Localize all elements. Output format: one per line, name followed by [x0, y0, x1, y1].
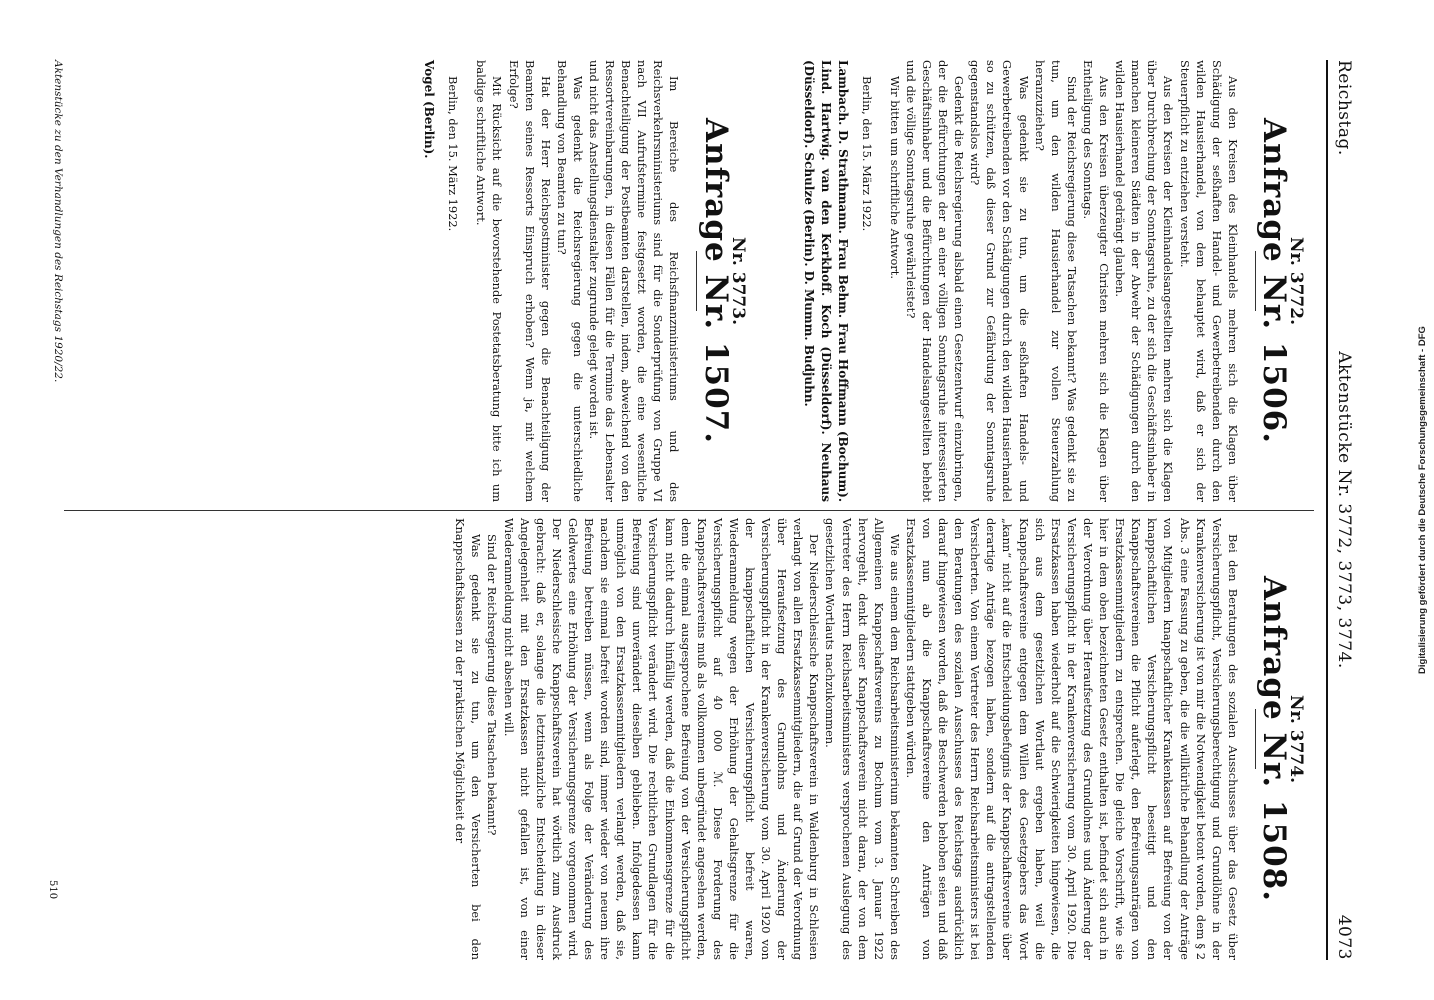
- section-3772: [800, 60, 1304, 502]
- section-gap: [756, 60, 800, 502]
- paragraph: Was gedenkt sie zu tun, um den Versicherten bei den Knappschaftskassen zu der praktischen Möglichkeit der: [453, 518, 484, 960]
- paragraph: Was gedenkt die Reichsregierung gegen die unterschiedliche Behandlung von Beamten zu tun?: [554, 60, 585, 502]
- paragraph: Mit Rücksicht auf die bevorstehende Postetatsberatung bitte ich um baldige schriftliche Antwort.: [474, 60, 505, 502]
- right-column: [452, 518, 1314, 960]
- section-title: Anfrage Nr. 1507.: [697, 117, 734, 445]
- section-number: Nr. 3774.: [1286, 694, 1306, 783]
- footer-source: Aktenstücke zu den Verhandlungen des Reichstags 1920/22.: [52, 60, 64, 383]
- sheet-number: 510: [47, 880, 58, 900]
- section-title: Anfrage Nr. 1508.: [1255, 575, 1292, 903]
- column-divider: [64, 510, 1314, 511]
- paragraph: Was gedenkt sie zu tun, um die seßhaften Handels- und Gewerbetreibenden vor den Schädigungen durch den wilden Hausierhandel so zu schützen, daß dieser Grund zur Gefährdung der Sonntagsruhe gegenstandslos wird?: [968, 60, 1031, 502]
- page-number: 4073: [1334, 914, 1354, 960]
- left-column: [420, 60, 1314, 502]
- paragraph: Wir bitten um schriftliche Antwort.: [887, 76, 902, 279]
- paragraph: Sind der Reichsregierung diese Tatsachen bekannt?: [485, 534, 500, 836]
- section-3774: [452, 518, 1304, 960]
- running-head-center: Aktenstücke Nr. 3772, 3773, 3774.: [1334, 351, 1354, 669]
- section-title: Anfrage Nr. 1506.: [1255, 117, 1292, 445]
- running-head-left: Reichstag.: [1334, 60, 1354, 156]
- date-line: Berlin, den 15. März 1922.: [446, 76, 461, 232]
- digitization-note: Digitalisierung gefördert durch die Deutsche Forschungsgemeinschaft - DFG: [1417, 326, 1428, 674]
- paragraph: Sind der Reichsregierung diese Tatsachen bekannt? Was gedenkt sie zu tun, um den wilden Hausierhandel zur vollen Steuerzahlung heranzuziehen?: [1032, 60, 1079, 502]
- section-number: Nr. 3773.: [727, 236, 748, 325]
- running-head: [1326, 60, 1358, 960]
- paragraph: Hat der Herr Reichspostminister gegen die Benachteiligung der Beamten seines Ressorts Einspruch erhoben? Wenn ja, mit welchem Erfolge?: [506, 60, 553, 502]
- paragraph: Wie aus einem dem Reichsarbeitsministerium bekannten Schreiben des Allgemeinen Knappschaftsvereins zu Bochum vom 3. Januar 1922 hervorgeht, denkt dieser Knappschaftsverein nicht daran, der von dem Vertreter des Herrn Reichsarbeitsministers versprochenen Auslegung des gesetzlichen Wortlauts nachzukommen.: [823, 518, 902, 960]
- section-3773: [420, 60, 746, 502]
- signatures: Lambach. D. Strathmann. Frau Behm. Frau Hoffmann (Bochum). Lind. Hartwig. van den Kerkhoff. Koch (Düsseldorf). Neuhaus (Düsseldorf). Schulze (Berlin). D. Mumm. Budjuhn.: [801, 60, 850, 502]
- paragraph: Aus den Kreisen der Kleinhandelsangestellten mehren sich die Klagen über Durchbrechung der Sonntagsruhe, zu der sich die Geschäftsinhaber in manchen kleineren Städten in der Abwehr der Schädigungen durch den wilden Hausierhandel gedrängt glauben.: [1113, 60, 1176, 502]
- paragraph: Im Bereiche des Reichsfinanzministeriums und des Reichsverkehrsministeriums sind für die Sonderprüfung von Gruppe VI nach VII Aufrufstermine festgesetzt worden, die eine wesentliche Benachteiligung der Postbeamten darstellen, indem, abweichend von den Ressortvereinbarungen, in diesen Fällen für die Termine das Lebensalter und nicht das Anstellungsdienstalter zugrunde gelegt worden ist.: [587, 60, 682, 502]
- date-line: Berlin, den 15. März 1922.: [859, 76, 874, 232]
- signatures: Vogel (Berlin).: [422, 60, 437, 159]
- paragraph: Aus den Kreisen überzeugter Christen mehren sich die Klagen über Entheiligung des Sonntags.: [1080, 60, 1112, 502]
- paragraph: Bei den Beratungen des sozialen Ausschusses über das Gesetz über Versicherungspflicht, Versicherungsberechtigung und Grundlöhne in der Krankenversicherung ist von mir die Notwendigkeit betont worden, dem § 2 Abs. 3 eine Fassung zu geben, die die willkürliche Behandlung der Anträge von Mitgliedern knappschaftlicher Krankenkassen auf Befreiung von der knappschaftlichen Versicherungspflicht beseitigt und den Knappschaftsvereinen die Pflicht auferlegt, den Befreiungsanträgen von Ersatzkassenmitgliedern zu entsprechen. Die gleiche Vorschrift, wie sie hier in dem oben bezeichneten Gesetz enthalten ist, befindet sich auch in der Verordnung über Heraufsetzung des Grundlohnes und Änderung der Versicherungspflicht in der Krankenversicherung vom 30. April 1920. Die Ersatzkassen haben wiederholt auf die Schwierigkeiten hingewiesen, die sich aus dem gesetzlichen Wortlaut ergeben haben, weil die Knappschaftsvereine entgegen dem Willen des Gesetzgebers das Wort „kann“ nicht auf die Entscheidungsbefugnis der Knappschaftsvereine über derartige Anträge bezogen haben, sondern auf die antragstellenden Versicherten. Von einem Vertreter des Herrn Reichsarbeitsministers ist bei den Beratungen des sozialen Ausschusses des Reichstags ausdrücklich darauf hingewiesen worden, daß die Beschwerden behoben seien und daß von nun ab die Knappschaftsvereine den Anträgen von Ersatzkassenmitgliedern stattgeben würden.: [903, 518, 1240, 960]
- paragraph: Der Niederschlesische Knappschaftsverein in Waldenburg in Schlesien verlangt von allen Ersatzkassenmitgliedern, die auf Grund der Verordnung über Heraufsetzung des Grundlohns und Änderung der Versicherungspflicht in der Krankenversicherung vom 30. April 1920 von der knappschaftlichen Versicherungspflicht befreit waren, Wiederanmeldung wegen der Erhöhung der Gehaltsgrenze für die Versicherungspflicht auf 40 000 ℳ. Diese Forderung des Knappschaftsvereins muß als vollkommen unbegründet angesehen werden, denn die einmal ausgesprochene Befreiung von der Versicherungspflicht kann nicht dadurch hinfällig werden, daß die Einkommensgrenze für die Versicherungspflicht verändert wird. Die rechtlichen Grundlagen für die Befreiung sind unverändert dieselben geblieben. Infolgedessen kann unmöglich von den Ersatzkassenmitgliedern verlangt werden, daß sie, nachdem sie einmal befreit worden sind, immer wieder von neuem ihre Befreiung betreiben müssen, wenn als Folge der Veränderung des Geldwertes eine Erhöhung der Versicherungsgrenze vorgenommen wird. Der Niederschlesische Knappschaftsverein hat wörtlich zum Ausdruck gebracht: daß er, solange die letztinstanzliche Entscheidung in dieser Angelegenheit mit den Ersatzkassen nicht gefallen ist, von einer Wiederanmeldung nicht absehen will.: [501, 518, 822, 960]
- paragraph: Aus den Kreisen des Kleinhandels mehren sich die Klagen über Schädigung der seßhaften Handel- und Gewerbetreibenden durch den wilden Hausierhandel, von dem behauptet wird, daß er sich der Steuerpflicht zu entziehen versteht.: [1177, 60, 1240, 502]
- section-number: Nr. 3772.: [1286, 236, 1306, 325]
- paragraph: Gedenkt die Reichsregierung alsbald einen Gesetzentwurf einzubringen, der die Befürchtungen der an einer völligen Sonntagsruhe interessierten Geschäftsinhaber und die Befürchtungen der Handelsangestellten behebt und die völlige Sonntagsruhe gewährleistet?: [903, 60, 967, 502]
